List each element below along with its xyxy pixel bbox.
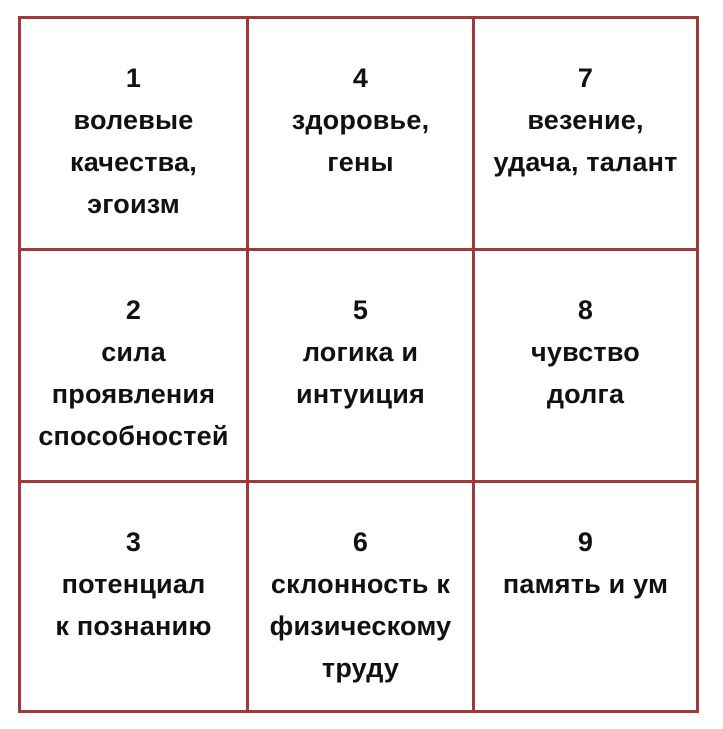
cell-number: 8 bbox=[577, 295, 594, 325]
cell-text-line: везение, bbox=[527, 105, 644, 135]
cell-text-line: удача, талант bbox=[493, 147, 678, 177]
cell-text-line: потенциал bbox=[61, 569, 206, 599]
cell-2 bbox=[21, 251, 249, 483]
cell-number: 3 bbox=[125, 527, 142, 557]
cell-text-line: эгоизм bbox=[87, 189, 180, 219]
cell-text-line: к познанию bbox=[55, 611, 212, 641]
cell-8 bbox=[475, 251, 696, 483]
cell-text-line: качества, bbox=[70, 147, 197, 177]
cell-text-line: здоровье, bbox=[291, 105, 430, 135]
cell-text-line: чувство bbox=[531, 337, 640, 367]
cell-text-line: труду bbox=[321, 653, 400, 683]
cell-7 bbox=[475, 19, 696, 251]
cell-number: 5 bbox=[352, 295, 369, 325]
cell-text-line: гены bbox=[327, 147, 394, 177]
cell-5 bbox=[249, 251, 475, 483]
cell-number: 7 bbox=[577, 63, 594, 93]
cell-number: 6 bbox=[352, 527, 369, 557]
cell-number: 2 bbox=[125, 295, 142, 325]
cell-text-line: логика и bbox=[302, 337, 419, 367]
cell-number: 4 bbox=[352, 63, 369, 93]
cell-text-line: сила bbox=[101, 337, 166, 367]
cell-text-line: склонность к bbox=[270, 569, 451, 599]
cell-number: 1 bbox=[125, 63, 142, 93]
square-grid bbox=[18, 16, 699, 713]
cell-text-line: волевые bbox=[73, 105, 194, 135]
cell-1 bbox=[21, 19, 249, 251]
cell-number: 9 bbox=[577, 527, 594, 557]
cell-text-line: проявления bbox=[51, 379, 216, 409]
cell-3 bbox=[21, 483, 249, 710]
cell-6 bbox=[249, 483, 475, 710]
cell-4 bbox=[249, 19, 475, 251]
cell-text-line: долга bbox=[546, 379, 625, 409]
cell-text-line: физическому bbox=[269, 611, 452, 641]
cell-9 bbox=[475, 483, 696, 710]
cell-text-line: интуиция bbox=[296, 379, 425, 409]
cell-text-line: память и ум bbox=[502, 569, 669, 599]
cell-text-line: способностей bbox=[38, 421, 229, 451]
